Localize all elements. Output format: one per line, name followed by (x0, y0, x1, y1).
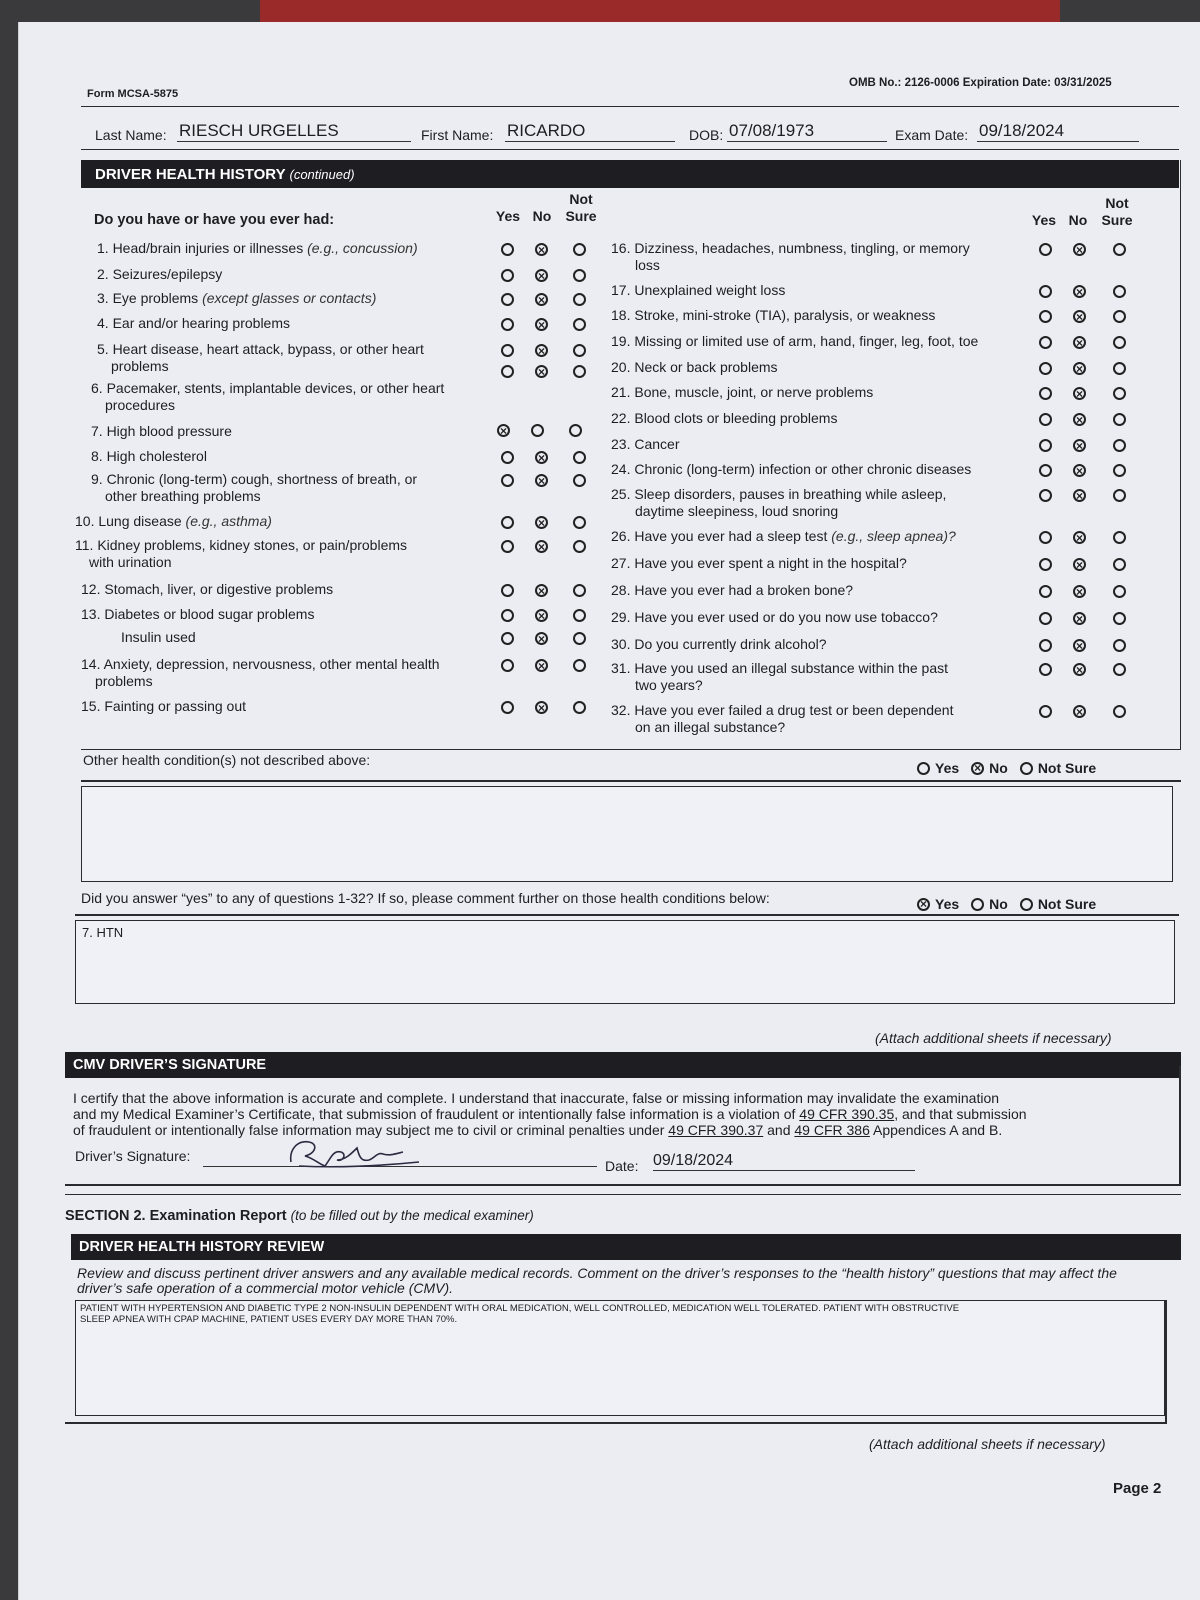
answer-yes-radio[interactable] (501, 584, 514, 597)
right-col-sure: Sure (1101, 212, 1133, 228)
signature-header: CMV DRIVER’S SIGNATURE (65, 1052, 1181, 1078)
question-text: 29. Have you ever used or do you now use tobacco? (611, 609, 938, 625)
answer-not-sure-radio[interactable] (1113, 387, 1126, 400)
yes-followup-textarea[interactable]: 7. HTN (75, 920, 1175, 1004)
question-row (611, 486, 1041, 520)
question-row (611, 528, 1041, 545)
question-row (121, 629, 541, 646)
other-conditions-textarea[interactable] (81, 786, 1173, 882)
divider (75, 914, 1179, 916)
answer-no-radio[interactable]: × (535, 609, 548, 622)
question-example: (e.g., asthma) (185, 513, 272, 529)
answer-no-radio[interactable]: × (1073, 705, 1086, 718)
form-page (18, 22, 1200, 1600)
question-text: 12. Stomach, liver, or digestive problems (81, 581, 334, 597)
right-col-no: No (1068, 212, 1088, 228)
answer-no-radio[interactable]: × (535, 584, 548, 597)
answer-no-radio[interactable]: × (535, 659, 548, 672)
answer-yes-radio[interactable] (501, 365, 514, 378)
answer-yes-radio[interactable] (1039, 362, 1052, 375)
question-text: 13. Diabetes or blood sugar problems (81, 606, 315, 622)
question-row (81, 656, 501, 690)
answer-not-sure-radio[interactable] (1113, 464, 1126, 477)
question-text: 28. Have you ever had a broken bone? (611, 582, 854, 598)
answer-yes-radio[interactable] (1039, 336, 1052, 349)
question-text-continued: other breathing problems (105, 488, 261, 504)
cfr-390-35-link[interactable]: 49 CFR 390.35 (799, 1106, 895, 1122)
question-text: 1. Head/brain injuries or illnesses (97, 240, 308, 256)
last-name-field[interactable]: RIESCH URGELLES (177, 121, 411, 142)
answer-no-radio[interactable]: × (1073, 387, 1086, 400)
answer-yes-radio[interactable] (1039, 558, 1052, 571)
question-text: 26. Have you ever had a sleep test (611, 528, 832, 544)
answer-no-radio[interactable]: × (535, 451, 548, 464)
review-header: DRIVER HEALTH HISTORY REVIEW (71, 1234, 1181, 1260)
answer-no-radio[interactable]: × (535, 269, 548, 282)
date-label: Date: (605, 1158, 639, 1174)
question-row (611, 436, 1041, 453)
answer-no-radio[interactable]: × (1073, 558, 1086, 571)
answer-not-sure-radio[interactable] (573, 540, 586, 553)
question-text: 31. Have you used an illegal substance within the past (611, 660, 948, 676)
review-box-right-edge (1165, 1300, 1167, 1422)
question-text-continued: problems (111, 358, 169, 374)
answer-not-sure-radio[interactable] (573, 474, 586, 487)
followup-no-option[interactable]: No (971, 896, 1008, 912)
question-row (611, 609, 1041, 626)
question-example: (e.g., sleep apnea)? (831, 528, 956, 544)
answer-yes-radio[interactable] (501, 318, 514, 331)
question-row (91, 471, 511, 505)
question-text: 25. Sleep disorders, pauses in breathing while asleep, (611, 486, 947, 502)
question-row (611, 282, 1041, 299)
question-text: 15. Fainting or passing out (81, 698, 246, 714)
question-row (611, 582, 1041, 599)
cert-line-2: and my Medical Examiner’s Certificate, that submission of fraudulent or intentionally false information is a violation of 49 CFR 390.35, and that submission (73, 1106, 1027, 1122)
question-text: 6. Pacemaker, stents, implantable devices, or other heart (91, 380, 445, 396)
cfr-386-link[interactable]: 49 CFR 386 (794, 1122, 870, 1138)
answer-yes-radio[interactable] (1039, 585, 1052, 598)
dob-field[interactable]: 07/08/1973 (727, 121, 887, 142)
question-text-continued: two years? (635, 677, 703, 693)
answer-no-radio[interactable]: × (535, 243, 548, 256)
answer-no-radio[interactable]: × (1073, 336, 1086, 349)
other-not-sure-option[interactable]: Not Sure (1020, 760, 1096, 776)
answer-not-sure-radio[interactable] (1113, 705, 1126, 718)
question-text-continued: daytime sleepiness, loud snoring (635, 503, 839, 519)
question-row (611, 307, 1041, 324)
certification-text (73, 1090, 1173, 1138)
other-yes-option[interactable]: Yes (917, 760, 959, 776)
question-text: 27. Have you ever spent a night in the hospital? (611, 555, 907, 571)
answer-not-sure-radio[interactable] (1113, 585, 1126, 598)
answer-not-sure-radio[interactable] (573, 318, 586, 331)
other-not-sure-radio[interactable] (1020, 762, 1033, 775)
answer-not-sure-radio[interactable] (1113, 531, 1126, 544)
answer-no-radio[interactable]: × (1073, 310, 1086, 323)
question-text-continued: problems (95, 673, 153, 689)
answer-no-radio[interactable]: × (1073, 663, 1086, 676)
left-col-no: No (532, 208, 552, 224)
first-name-label: First Name: (421, 127, 494, 143)
health-history-header (81, 160, 1179, 188)
answer-not-sure-radio[interactable] (573, 365, 586, 378)
answer-not-sure-radio[interactable] (1113, 285, 1126, 298)
question-text: 10. Lung disease (75, 513, 186, 529)
question-text: 32. Have you ever failed a drug test or been dependent (611, 702, 954, 718)
question-row (97, 341, 517, 375)
cert-line-3: of fraudulent or intentionally false information may subject me to civil or criminal penalties under 49 CFR 390.37 and 49 CFR 386 Appendices A and B. (73, 1122, 1003, 1138)
answer-yes-radio[interactable] (501, 540, 514, 553)
left-col-yes: Yes (495, 208, 521, 224)
answer-yes-radio[interactable] (501, 293, 514, 306)
question-text: 23. Cancer (611, 436, 680, 452)
form-number: Form MCSA-5875 (87, 88, 179, 100)
answer-no-radio[interactable]: × (535, 474, 548, 487)
answer-yes-radio[interactable] (501, 451, 514, 464)
answer-yes-radio[interactable] (1039, 612, 1052, 625)
page-number: Page 2 (1113, 1480, 1162, 1497)
question-text: 5. Heart disease, heart attack, bypass, or other heart (97, 341, 424, 357)
other-no-option[interactable]: × No (971, 760, 1008, 776)
question-row (81, 606, 501, 623)
answer-no-radio[interactable]: × (1073, 531, 1086, 544)
answer-no-radio[interactable]: × (535, 293, 548, 306)
divider (81, 780, 1181, 782)
answer-no-radio[interactable]: × (535, 344, 548, 357)
answer-not-sure-radio[interactable] (569, 424, 582, 437)
question-row (611, 410, 1041, 427)
answer-yes-radio[interactable] (1039, 285, 1052, 298)
answer-no-radio[interactable]: × (535, 540, 548, 553)
question-text: 2. Seizures/epilepsy (97, 266, 223, 282)
divider (65, 1184, 1181, 1186)
section2-subtitle: (to be filled out by the medical examiner) (290, 1208, 534, 1223)
answer-no-radio[interactable]: × (535, 632, 548, 645)
answer-not-sure-radio[interactable] (1113, 558, 1126, 571)
answer-no-radio[interactable]: × (1073, 639, 1086, 652)
answer-not-sure-radio[interactable] (573, 516, 586, 529)
answer-not-sure-radio[interactable] (573, 659, 586, 672)
question-text: 30. Do you currently drink alcohol? (611, 636, 827, 652)
answer-yes-radio[interactable] (1039, 464, 1052, 477)
question-text: 16. Dizziness, headaches, numbness, tingling, or memory (611, 240, 970, 256)
question-text: 7. High blood pressure (91, 423, 232, 439)
answer-yes-radio[interactable] (501, 243, 514, 256)
followup-no-radio[interactable] (971, 898, 984, 911)
followup-yes-radio[interactable]: × (917, 898, 930, 911)
answer-no-radio[interactable]: × (535, 365, 548, 378)
answer-no-radio[interactable]: × (1073, 585, 1086, 598)
question-text: 9. Chronic (long-term) cough, shortness of breath, or (91, 471, 418, 487)
answer-not-sure-radio[interactable] (1113, 489, 1126, 502)
question-text-continued: on an illegal substance? (635, 719, 786, 735)
question-row (611, 359, 1041, 376)
answer-no-radio[interactable] (531, 424, 544, 437)
answer-not-sure-radio[interactable] (1113, 413, 1126, 426)
question-text: 14. Anxiety, depression, nervousness, other mental health (81, 656, 440, 672)
right-col-yes: Yes (1031, 212, 1057, 228)
question-row (75, 537, 495, 571)
answer-yes-radio[interactable] (1039, 639, 1052, 652)
question-row (97, 290, 517, 307)
left-col-sure: Sure (565, 208, 597, 224)
answer-yes-radio[interactable] (1039, 243, 1052, 256)
dob-label: DOB: (689, 127, 724, 143)
signature-box-right-edge (1179, 1066, 1181, 1184)
answer-yes-radio[interactable] (1039, 310, 1052, 323)
answer-not-sure-radio[interactable] (1113, 336, 1126, 349)
other-conditions-label: Other health condition(s) not described above: (83, 752, 371, 768)
handwritten-signature[interactable] (279, 1132, 429, 1172)
examiner-comment-box[interactable] (75, 1300, 1165, 1416)
answer-not-sure-radio[interactable] (573, 451, 586, 464)
question-row (611, 333, 1041, 350)
question-text-continued: procedures (105, 397, 176, 413)
answer-yes-radio[interactable] (501, 632, 514, 645)
divider (65, 1422, 1167, 1424)
health-history-continued: (continued) (289, 167, 355, 182)
answer-not-sure-radio[interactable] (1113, 639, 1126, 652)
followup-not-sure-option[interactable]: Not Sure (1020, 896, 1096, 912)
cert-line-1: I certify that the above information is accurate and complete. I understand that inaccurate, false or missing information may invalidate the examination (73, 1090, 1000, 1106)
question-text: 3. Eye problems (97, 290, 203, 306)
left-col-not: Not (569, 191, 593, 207)
examiner-comment-line-2: SLEEP APNEA WITH CPAP MACHINE, PATIENT USES EVERY DAY MORE THAN 70%. (80, 1314, 458, 1325)
answer-no-radio[interactable]: × (1073, 362, 1086, 375)
answer-not-sure-radio[interactable] (1113, 310, 1126, 323)
question-row (97, 266, 517, 283)
section2-title: SECTION 2. Examination Report (65, 1208, 287, 1224)
answer-yes-radio[interactable] (501, 344, 514, 357)
question-row (91, 380, 511, 414)
answer-yes-radio[interactable] (501, 609, 514, 622)
answer-not-sure-radio[interactable] (573, 344, 586, 357)
question-text: 21. Bone, muscle, joint, or nerve problems (611, 384, 874, 400)
question-text: 19. Missing or limited use of arm, hand, finger, leg, foot, toe (611, 333, 979, 349)
answer-no-radio[interactable]: × (1073, 413, 1086, 426)
question-row (611, 636, 1041, 653)
question-text: 22. Blood clots or bleeding problems (611, 410, 838, 426)
answer-no-radio[interactable]: × (1073, 285, 1086, 298)
answer-not-sure-radio[interactable] (1113, 243, 1126, 256)
question-row (97, 240, 517, 257)
divider (65, 1194, 1181, 1195)
driver-identity-row (81, 106, 1179, 150)
question-row (81, 581, 501, 598)
answer-no-radio[interactable]: × (1073, 439, 1086, 452)
first-name-field[interactable]: RICARDO (505, 121, 675, 142)
answer-not-sure-radio[interactable] (1113, 439, 1126, 452)
answer-not-sure-radio[interactable] (1113, 612, 1126, 625)
answer-not-sure-radio[interactable] (573, 293, 586, 306)
question-row (91, 448, 511, 465)
question-row (611, 660, 1041, 694)
last-name-label: Last Name: (95, 127, 167, 143)
answer-yes-radio[interactable] (1039, 387, 1052, 400)
right-col-not: Not (1105, 195, 1129, 211)
question-text: 24. Chronic (long-term) infection or other chronic diseases (611, 461, 972, 477)
answer-no-radio[interactable]: × (535, 701, 548, 714)
driver-signature-label: Driver’s Signature: (75, 1148, 191, 1164)
review-instructions-line-2: driver’s safe operation of a commercial motor vehicle (CMV). (77, 1280, 454, 1296)
question-text: 18. Stroke, mini-stroke (TIA), paralysis, or weakness (611, 307, 936, 323)
question-text: 20. Neck or back problems (611, 359, 778, 375)
cfr-390-37-link[interactable]: 49 CFR 390.37 (668, 1122, 764, 1138)
answer-yes-radio[interactable]: × (497, 424, 510, 437)
exam-date-label: Exam Date: (895, 127, 969, 143)
review-instructions (77, 1266, 1173, 1296)
answer-not-sure-radio[interactable] (573, 584, 586, 597)
answer-no-radio[interactable]: × (1073, 243, 1086, 256)
question-row (97, 315, 517, 332)
other-conditions-options (917, 760, 1096, 776)
examiner-comment-line-1: PATIENT WITH HYPERTENSION AND DIABETIC TYPE 2 NON-INSULIN DEPENDENT WITH ORAL MEDICATION, WELL CONTROLLED, MEDICATION WELL TOLERATED. PATIENT WITH OBSTRUCTIVE (80, 1303, 960, 1314)
other-yes-radio[interactable] (917, 762, 930, 775)
question-text: 11. Kidney problems, kidney stones, or pain/problems (75, 537, 408, 553)
question-text: 4. Ear and/or hearing problems (97, 315, 290, 331)
answer-not-sure-radio[interactable] (573, 243, 586, 256)
answer-yes-radio[interactable] (1039, 489, 1052, 502)
question-example: (e.g., concussion) (307, 240, 418, 256)
exam-date-field[interactable]: 09/18/2024 (977, 121, 1139, 142)
other-no-radio[interactable]: × (971, 762, 984, 775)
answer-no-radio[interactable]: × (535, 318, 548, 331)
question-text-continued: loss (635, 257, 660, 273)
answer-yes-radio[interactable] (501, 701, 514, 714)
answer-yes-radio[interactable] (1039, 663, 1052, 676)
question-row (611, 555, 1041, 572)
question-example: (except glasses or contacts) (202, 290, 377, 306)
answer-no-radio[interactable]: × (1073, 464, 1086, 477)
answer-not-sure-radio[interactable] (573, 632, 586, 645)
question-row (611, 702, 1041, 736)
attach-note: (Attach additional sheets if necessary) (875, 1030, 1112, 1046)
question-row (91, 423, 511, 440)
answer-no-radio[interactable]: × (1073, 489, 1086, 502)
answer-no-radio[interactable]: × (535, 516, 548, 529)
answer-yes-radio[interactable] (501, 659, 514, 672)
answer-yes-radio[interactable] (501, 474, 514, 487)
question-row (81, 698, 501, 715)
answer-yes-radio[interactable] (501, 516, 514, 529)
answer-yes-radio[interactable] (1039, 705, 1052, 718)
question-text: 17. Unexplained weight loss (611, 282, 786, 298)
question-text-continued: with urination (89, 554, 172, 570)
answer-not-sure-radio[interactable] (573, 701, 586, 714)
signature-date-field[interactable]: 09/18/2024 (653, 1152, 915, 1171)
answer-yes-radio[interactable] (1039, 531, 1052, 544)
review-instructions-line-1: Review and discuss pertinent driver answers and any available medical records. Comment on the driver’s responses to the “health history” questions that may affect the (77, 1265, 1117, 1281)
omb-number: OMB No.: 2126-0006 Expiration Date: 03/31/2025 (849, 77, 1112, 89)
section2-heading (65, 1208, 534, 1224)
question-text: Insulin used (121, 629, 196, 645)
answer-not-sure-radio[interactable] (573, 269, 586, 282)
answer-not-sure-radio[interactable] (1113, 362, 1126, 375)
answer-yes-radio[interactable] (501, 269, 514, 282)
answer-yes-radio[interactable] (1039, 439, 1052, 452)
answer-not-sure-radio[interactable] (1113, 663, 1126, 676)
attach-note-2: (Attach additional sheets if necessary) (869, 1436, 1106, 1452)
question-text: 8. High cholesterol (91, 448, 207, 464)
question-row (611, 384, 1041, 401)
followup-yes-option[interactable]: × Yes (917, 896, 959, 912)
question-row (611, 240, 1041, 274)
yes-followup-label: Did you answer “yes” to any of questions 1-32? If so, please comment further on those health conditions below: (81, 890, 770, 906)
followup-not-sure-radio[interactable] (1020, 898, 1033, 911)
answer-no-radio[interactable]: × (1073, 612, 1086, 625)
question-row (75, 513, 495, 530)
yes-followup-options (917, 896, 1096, 912)
health-history-title: DRIVER HEALTH HISTORY (95, 166, 286, 183)
question-heading: Do you have or have you ever had: (94, 212, 335, 228)
question-row (611, 461, 1041, 478)
answer-not-sure-radio[interactable] (573, 609, 586, 622)
answer-yes-radio[interactable] (1039, 413, 1052, 426)
